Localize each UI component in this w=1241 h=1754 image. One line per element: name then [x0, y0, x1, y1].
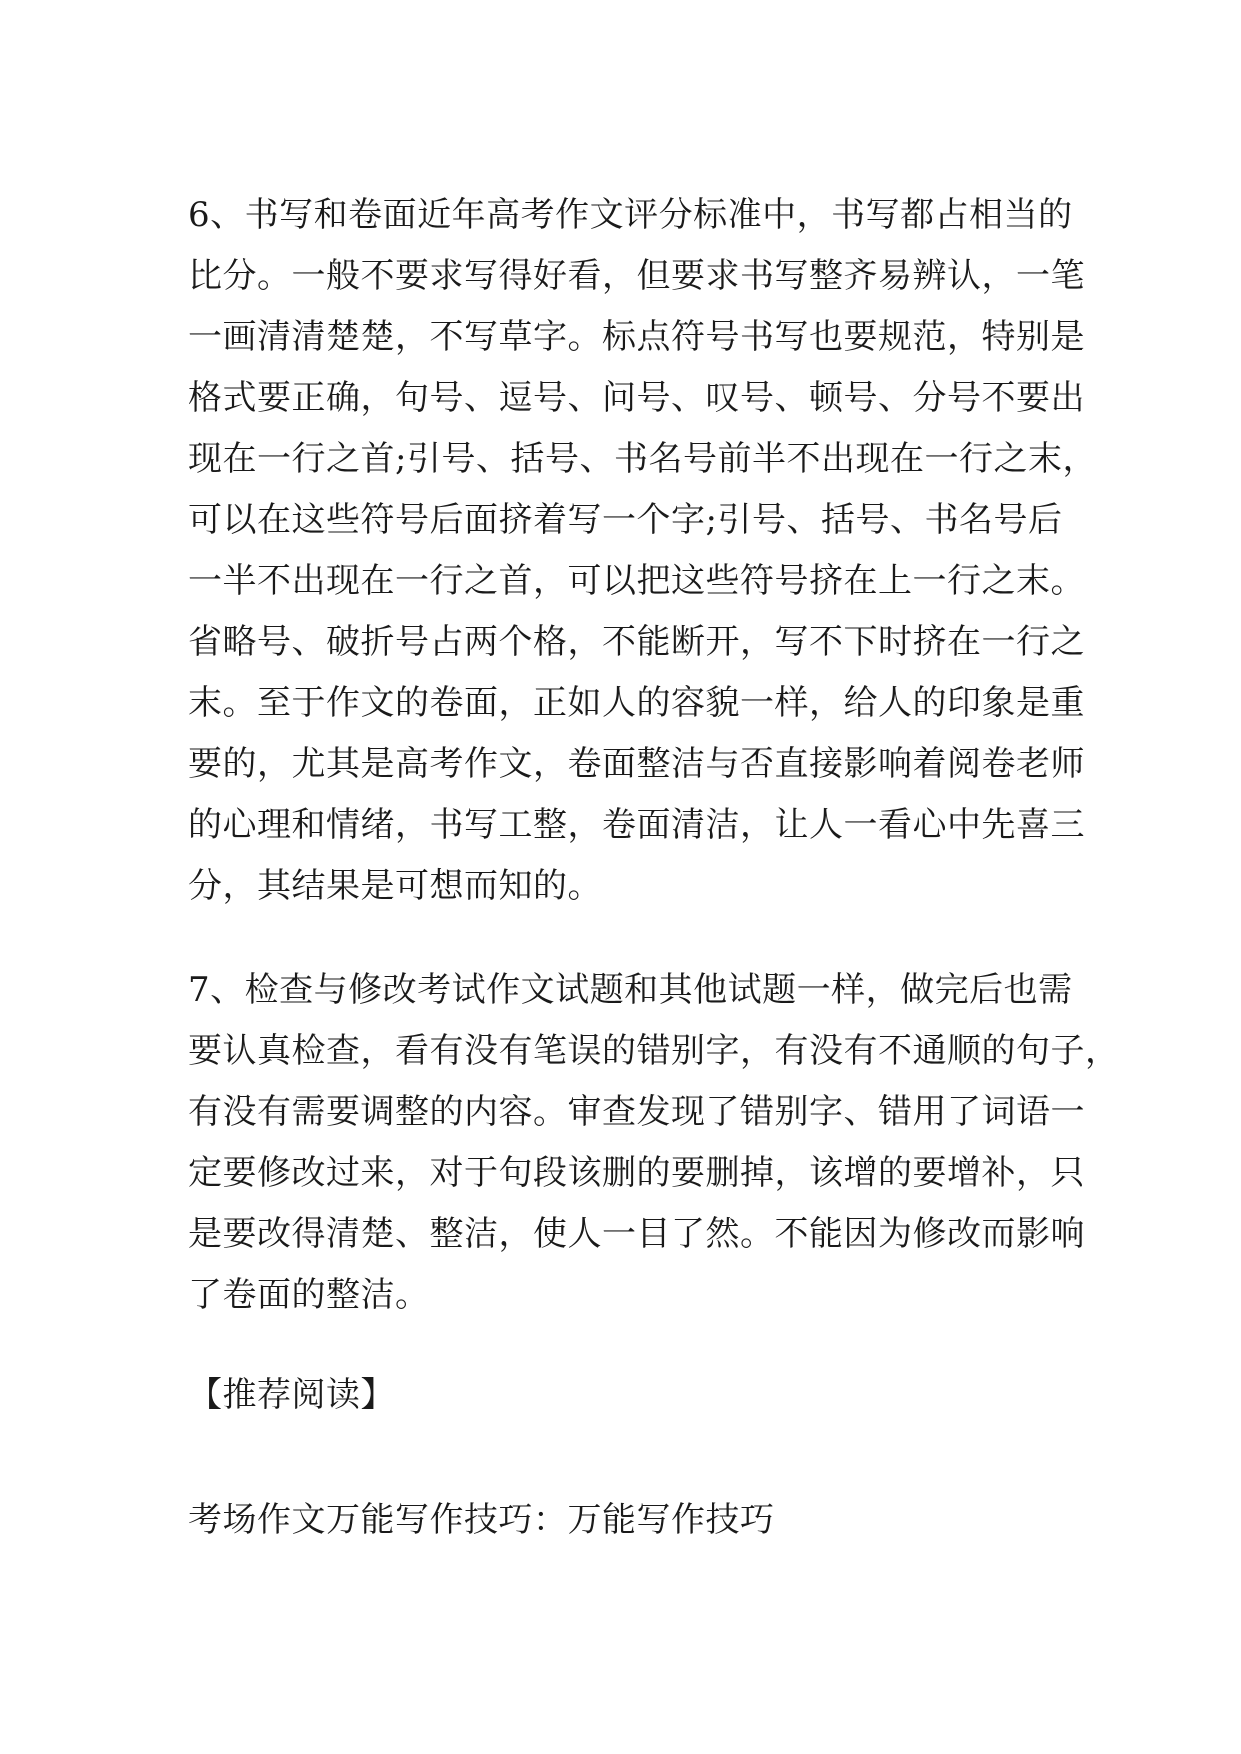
recommended-heading-text: 【推荐阅读】: [188, 1375, 395, 1415]
section-6-line: 格式要正确，句号、逗号、问号、叹号、顿号、分号不要出: [188, 378, 1085, 418]
section-6-line: 可以在这些符号后面挤着写一个字;引号、括号、书名号后: [188, 500, 1063, 540]
section-6-line: 一画清清楚楚，不写草字。标点符号书写也要规范，特别是: [188, 317, 1085, 357]
section-6-line: 要的，尤其是高考作文，卷面整洁与否直接影响着阅卷老师: [188, 744, 1085, 784]
section-6-line: 6、书写和卷面近年高考作文评分标准中，书写都占相当的: [188, 195, 1073, 235]
section-6-line: 末。至于作文的卷面，正如人的容貌一样，给人的印象是重: [188, 683, 1085, 723]
section-7-line: 定要修改过来，对于句段该删的要删掉，该增的要增补，只: [188, 1153, 1085, 1193]
section-6-line: 的心理和情绪，书写工整，卷面清洁，让人一看心中先喜三: [188, 805, 1085, 845]
section-6-line: 比分。一般不要求写得好看，但要求书写整齐易辨认，一笔: [188, 256, 1085, 296]
section-7-paragraph: [188, 960, 1120, 1326]
section-7-line: 要认真检查，看有没有笔误的错别字，有没有不通顺的句子，: [188, 1031, 1120, 1071]
section-7-line: 7、检查与修改考试作文试题和其他试题一样，做完后也需: [188, 970, 1073, 1010]
recommended-article[interactable]: [188, 1490, 1068, 1551]
section-6-line: 省略号、破折号占两个格，不能断开，写不下时挤在一行之: [188, 622, 1085, 662]
section-6-paragraph: [188, 185, 1097, 917]
section-6-line: 分，其结果是可想而知的。: [188, 866, 602, 906]
recommended-heading: [188, 1365, 1068, 1426]
recommended-article-link[interactable]: 考场作文万能写作技巧：万能写作技巧: [188, 1500, 775, 1540]
section-6-line: 现在一行之首;引号、括号、书名号前半不出现在一行之末，: [188, 439, 1097, 479]
section-7-line: 是要改得清楚、整洁，使人一目了然。不能因为修改而影响: [188, 1214, 1085, 1254]
section-6-line: 一半不出现在一行之首，可以把这些符号挤在上一行之末。: [188, 561, 1085, 601]
section-7-line: 了卷面的整洁。: [188, 1275, 430, 1315]
section-7-line: 有没有需要调整的内容。审查发现了错别字、错用了词语一: [188, 1092, 1085, 1132]
